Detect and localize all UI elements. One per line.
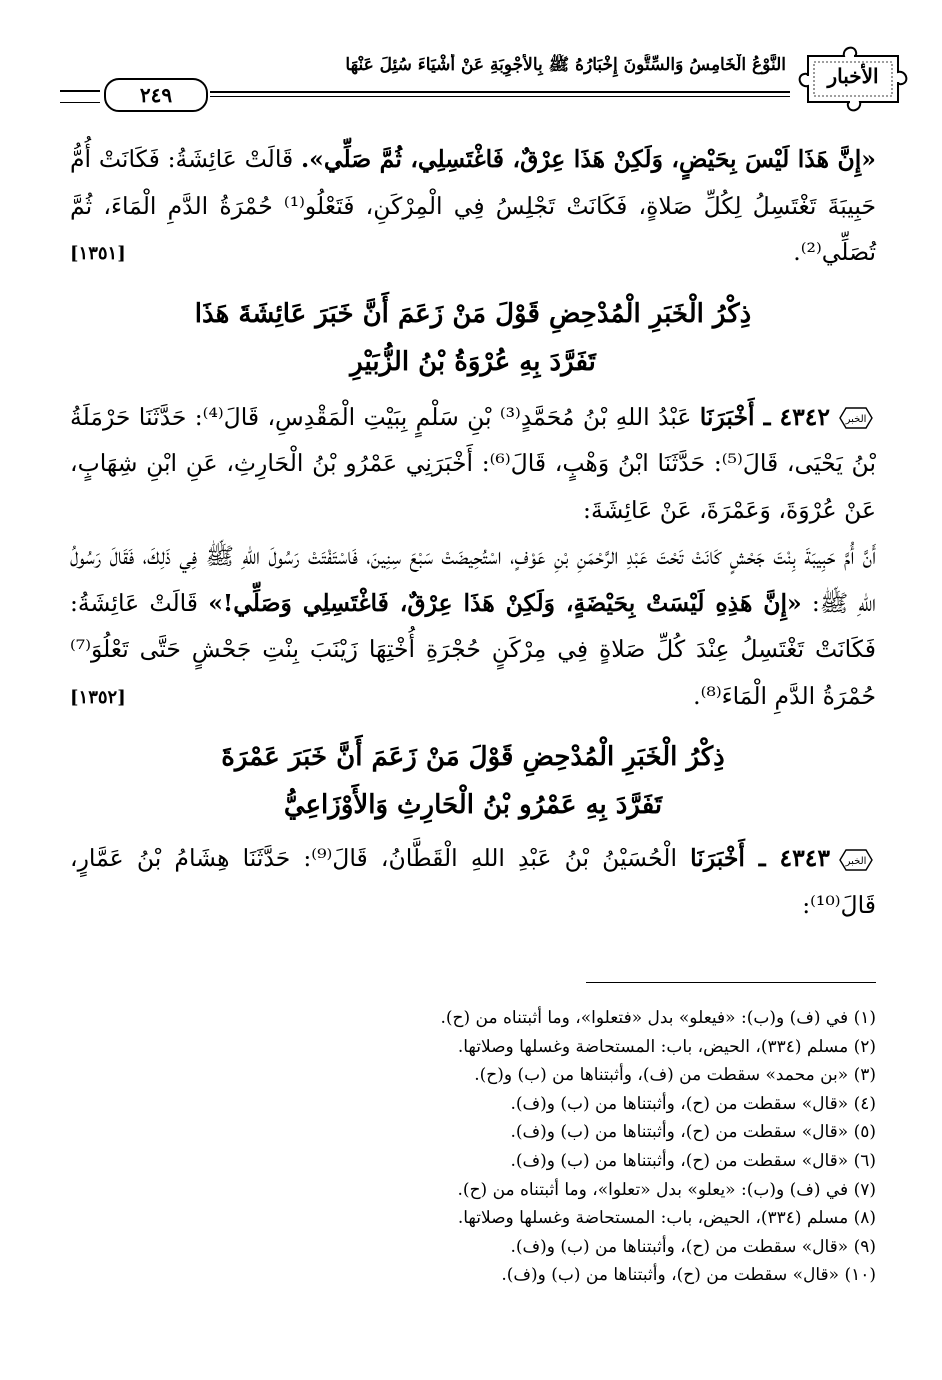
header-rule-thin (210, 96, 790, 97)
chapter-heading-line: تَفَرَّدَ بِهِ عُرْوَةُ بْنُ الزُّبَيْرِ (350, 346, 596, 377)
prophet-quote: «إِنَّ هَذِهِ لَيْسَتْ بِحَيْضَةٍ، وَلَكِنْ هَذَا عِرْقٌ، فَاغْتَسِلِي وَصَلِّي!» (208, 588, 802, 617)
seal-label: الخبر (845, 414, 867, 425)
paragraph-isnad (70, 835, 876, 928)
chapter-heading-line: ذِكْرُ الْخَبَرِ الْمُدْحِضِ قَوْلَ مَنْ زَعَمَ أَنَّ خَبَرَ عَائِشَةَ هَذَا (194, 298, 752, 329)
footnote: (٣) «بن محمد» سقطت من (ف)، وأثبتناها من (ب) و(ح). (474, 1065, 876, 1086)
footnote-separator (586, 982, 876, 983)
paragraph-text: أَنَّ أُمَّ حَبِيبَةَ بِنْتَ جَحْشٍ كَانَتْ تَحْتَ عَبْدِ الرَّحْمَنِ بْنِ عَوْفٍ، اسْتُحِيضَتْ سَبْعَ سِنِينَ، فَاسْتَفْتَتْ رَسُولَ اللهِ ﷺ فِي ذَلِكَ، فَقَالَ رَسُولُ اللهِ ﷺ: (70, 542, 876, 617)
footnote: (١) في (ف) و(ب): «فيعلو» بدل «فتعلوا»، وما أثبتناه من (ح). (440, 1008, 876, 1028)
hadith-reference: [١٣٥١] (70, 243, 126, 264)
footnote: (١٠) «قال» سقطت من (ح)، وأثبتناها من (ب) و(ف). (501, 1265, 876, 1286)
footnote: (٨) مسلم (٣٣٤)، الحيض، باب: المستحاضة وغسلها وصلاتها. (457, 1208, 876, 1229)
footnote: (٥) «قال» سقطت من (ح)، وأثبتناها من (ب) و(ف). (510, 1122, 876, 1143)
footnote: (٧) في (ف) و(ب): «يعلو» بدل «تعلوا»، وما أثبتناه من (ح). (457, 1179, 876, 1200)
chapter-heading-line: تَفَرَّدَ بِهِ عَمْرُو بْنُ الْحَارِثِ وَالأَوْزَاعِيُّ (283, 790, 663, 820)
khabar-seal-icon (836, 846, 876, 874)
footnote: (٦) «قال» سقطت من (ح)، وأثبتناها من (ب) و(ف). (510, 1150, 876, 1171)
running-title: النَّوْعُ الْخَامِسُ وَالسِّتُّونَ إِخْبَارُهُ ﷺ بِالأَجْوِبَةِ عَنْ أَشْيَاءَ سُئِلَ عَنْهَا (345, 55, 786, 75)
puzzle-emblem-icon (794, 42, 912, 114)
paragraph-isnad (70, 394, 876, 534)
page-number-lines (60, 90, 100, 103)
paragraph-matn (70, 533, 876, 719)
chapter-heading-1 (70, 290, 876, 386)
emblem-label: الأخبار (827, 64, 879, 88)
paragraph-text: عَبْدُ اللهِ بْنُ مُحَمَّدٍ⁽³⁾ بْنِ سَلْمٍ بِبَيْتِ الْمَقْدِسِ، قَالَ⁽⁴⁾: حَدَّثَنَا حَرْمَلَةُ بْنُ يَحْيَى، قَالَ⁽⁵⁾: حَدَّثَنَا ابْنُ وَهْبٍ، قَالَ⁽⁶⁾: أَخْبَرَنِي عَمْرُو بْنُ الْحَارِثِ، عَنِ ابْنِ شِهَابٍ، عَنْ عُرْوَةَ، وَعَمْرَةَ، عَنْ عَائِشَةَ: (70, 402, 876, 524)
seal-label: الخبر (845, 855, 867, 867)
prophet-quote: «إِنَّ هَذَا لَيْسَ بِحَيْضٍ، وَلَكِنْ هَذَا عِرْقٌ، فَاغْتَسِلِي، ثُمَّ صَلِّي». (301, 145, 876, 173)
page-number: ٢٤٩ (104, 78, 208, 112)
hadith-number: ٤٣٤٢ ـ أَخْبَرَنَا (699, 402, 831, 431)
paragraph-hadith-end (70, 136, 876, 276)
paragraph-text: قَالَتْ عَائِشَةُ: فَكَانَتْ أُمُّ حَبِيبَةَ تَغْتَسِلُ لِكُلِّ صَلاةٍ، فَكَانَتْ تَجْلِسُ فِي الْمِرْكَنِ، فَتَعْلُو⁽¹⁾ حُمْرَةُ الدَّمِ الْمَاءَ، ثُمَّ تُصَلِّي⁽²⁾. (70, 145, 876, 266)
footnotes (70, 1004, 876, 1290)
main-text (70, 136, 876, 928)
paragraph-text: الْحُسَيْنُ بْنُ عَبْدِ اللهِ الْقَطَّانُ، قَالَ⁽⁹⁾: حَدَّثَنَا هِشَامُ بْنُ عَمَّارٍ، قَالَ⁽¹⁰⁾: (70, 844, 876, 919)
page-header (60, 40, 912, 122)
footnote: (٩) «قال» سقطت من (ح)، وأثبتناها من (ب) و(ف). (510, 1236, 876, 1257)
chapter-heading-2 (70, 733, 876, 829)
page-number-block (60, 78, 210, 112)
header-rule (210, 91, 790, 93)
hadith-reference: [١٣٥٢] (70, 686, 126, 708)
hadith-number: ٤٣٤٣ ـ أَخْبَرَنَا (690, 844, 831, 872)
khabar-seal-icon (836, 404, 876, 432)
paragraph-text: قَالَتْ عَائِشَةُ: فَكَانَتْ تَغْتَسِلُ عِنْدَ كُلِّ صَلاةٍ فِي مِرْكَنٍ حُجْرَةِ أُخْتِهَا زَيْنَبَ بِنْتِ جَحْشٍ حَتَّى تَعْلُوَ⁽⁷⁾ حُمْرَةُ الدَّمِ الْمَاءَ⁽⁸⁾. (70, 588, 876, 710)
footnote: (٢) مسلم (٣٣٤)، الحيض، باب: المستحاضة وغسلها وصلاتها. (457, 1036, 876, 1057)
chapter-heading-line: ذِكْرُ الْخَبَرِ الْمُدْحِضِ قَوْلَ مَنْ زَعَمَ أَنَّ خَبَرَ عَمْرَةَ (221, 742, 725, 772)
footnote: (٤) «قال» سقطت من (ح)، وأثبتناها من (ب) و(ف). (510, 1093, 876, 1114)
